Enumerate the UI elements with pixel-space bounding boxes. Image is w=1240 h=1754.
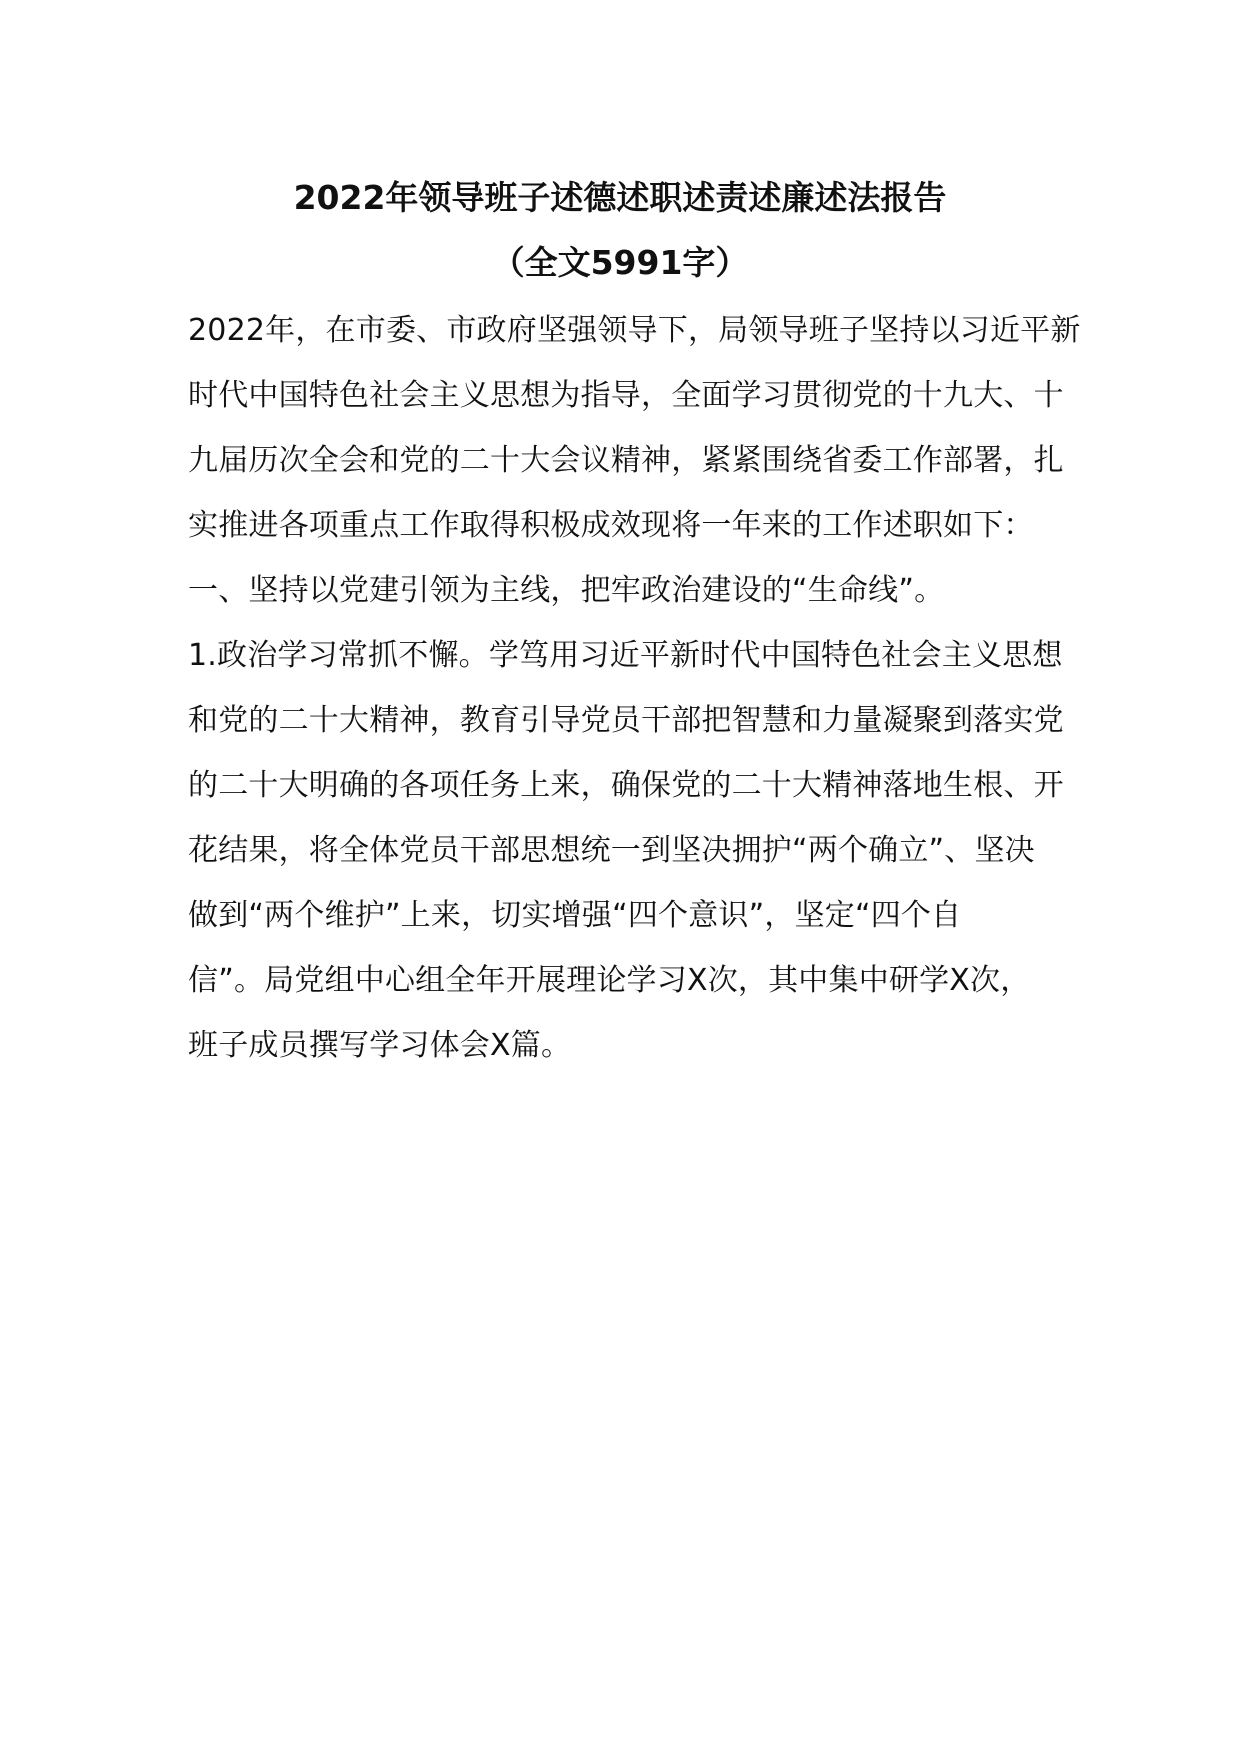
body-line: 做到“两个维护”上来，切实增强“四个意识”，坚定“四个自 (188, 898, 962, 933)
body-line: 班子成员撰写学习体会X篇。 (188, 1028, 572, 1063)
document-title: 2022年领导班子述德述职述责述廉述法报告 (293, 178, 947, 217)
body-line: 花结果，将全体党员干部思想统一到坚决拥护“两个确立”、坚决 (188, 833, 1035, 868)
document-body (188, 308, 1081, 1088)
section-heading: 一、坚持以党建引领为主线，把牢政治建设的“生命线”。 (188, 573, 945, 608)
body-line: 时代中国特色社会主义思想为指导，全面学习贯彻党的十九大、十 (188, 378, 1064, 413)
body-line: 和党的二十大精神，教育引导党员干部把智慧和力量凝聚到落实党 (188, 703, 1064, 738)
body-line: 1.政治学习常抓不懈。学笃用习近平新时代中国特色社会主义思想 (188, 638, 1063, 673)
body-line: 实推进各项重点工作取得积极成效现将一年来的工作述职如下： (188, 508, 1034, 543)
body-line: 的二十大明确的各项任务上来，确保党的二十大精神落地生根、开 (188, 768, 1064, 803)
body-line: 九届历次全会和党的二十大会议精神，紧紧围绕省委工作部署，扎 (188, 443, 1064, 478)
body-line: 信”。局党组中心组全年开展理论学习X次，其中集中研学X次， (188, 963, 1031, 998)
document-subtitle-word-count: （全文5991字） (491, 243, 749, 282)
body-line: 2022年，在市委、市政府坚强领导下，局领导班子坚持以习近平新 (188, 313, 1081, 348)
